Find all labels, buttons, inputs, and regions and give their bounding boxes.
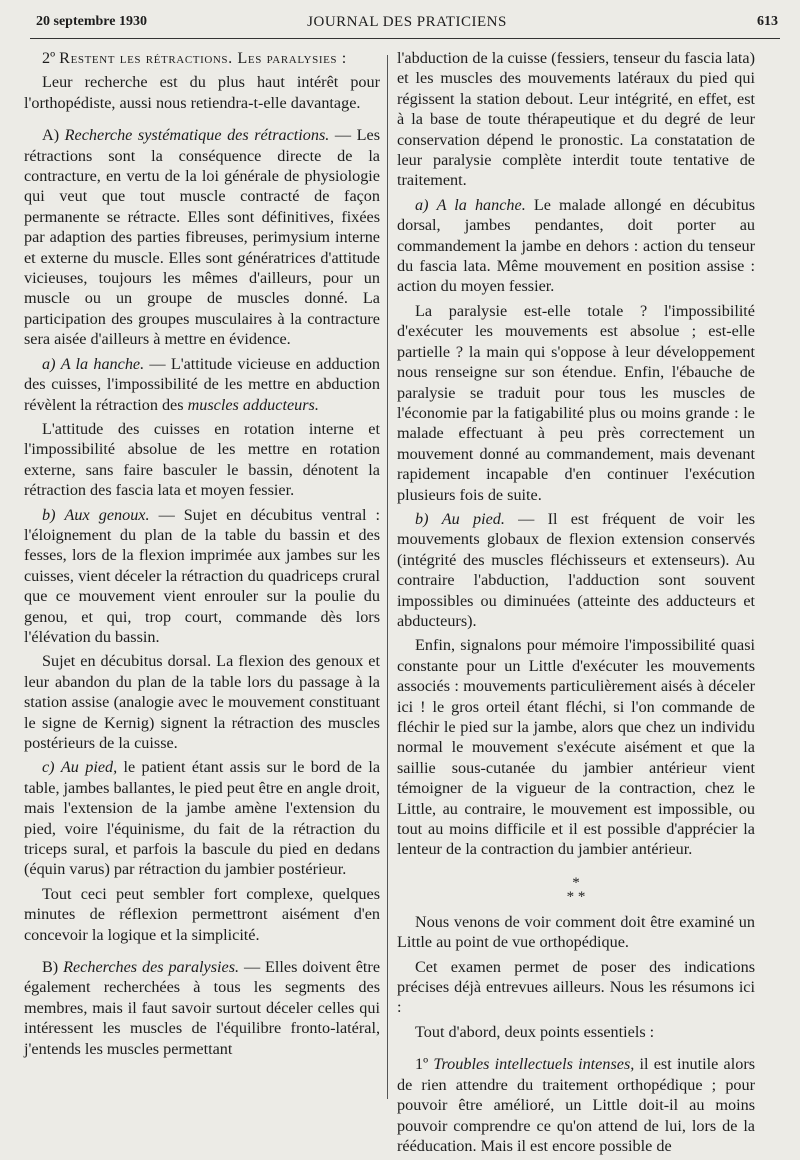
paragraph: Tout d'abord, deux points essentiels : — [415, 1022, 655, 1041]
header-page-number: 613 — [757, 14, 778, 29]
list-marker: c) — [42, 758, 55, 777]
paragraph-text: le patient étant assis sur le bord de la table, jambes ballantes, le pied peut être en angle droit, mais l'extension de la jambe amène l'extension du pied, voire l'équinisme, du fait de la rétraction du triceps sural, et parfois la bascule du pied en dedans (équin varus) par rétraction du jambier postérieur. — [24, 758, 381, 879]
paragraph-text: — Elles doivent être également recherchées à tous les segments des membres, mais il faut savoir surtout déceler celles qui intéressent les muscles de l'équilibre fronto-latéral, j'entends les muscles permettant — [24, 958, 381, 1058]
list-marker: b) — [415, 509, 429, 528]
paragraph-hanche — [397, 195, 755, 297]
asterism-bottom: * * — [566, 888, 586, 905]
paragraph-text: — Sujet en décubitus ventral : l'éloignement du plan de la table du bassin et des fesses, lors de la flexion imprimée aux jambes sur les cuisses, vient déceler la rétraction du quadriceps crural que ce mouvement vient enrouler sur la poulie du genou, et qui, trop court, commande dès lors l'élévation du bassin. — [24, 505, 380, 646]
subsection-title: Recherche systématique des rétractions. — [64, 126, 330, 145]
paragraph: l'abduction de la cuisse (fessiers, tenseur du fascia lata) et les muscles des mouvements latéraux du pied qui régissent la station debout. Leur intégrité, en effet, est à la base de toute thérapeutique et du degré de leur conservation dépend le pronostic. La constatation de leur paralysie complète interdit toute tentative de traitement. — [397, 49, 755, 190]
page-header — [36, 14, 778, 40]
list-marker: a) — [42, 354, 56, 373]
right-column — [397, 48, 755, 1160]
paragraph: La paralysie est-elle totale ? l'impossibilité d'exécuter les mouvements est absolue ; est-elle partielle ? la main qui s'oppose à leur développement nous renseigne sur son étendue. Enfin, l'ébauche de paralysie se traduit pour tous les muscles de l'économie par la fatigabilité plus ou moins grande : le malade effectuant à peu près correctement un mouvement donné au commandement, mais devenant rapidement incapable d'en continuer l'exécution plusieurs fois de suite. — [397, 301, 755, 504]
list-marker: B) — [42, 958, 59, 977]
paragraph-text: il est inutile alors de rien attendre du traitement orthopédique ; pour pouvoir être amélioré, un Little doit-il au moins pouvoir comprendre ce qu'on attend de lui, lors de la rééducation. Mais il est encore possible de — [397, 1055, 756, 1155]
paragraph-paralysies — [24, 957, 380, 1059]
section-number: 2º — [42, 49, 56, 67]
asterism-top: * — [572, 874, 580, 891]
header-rule — [30, 38, 780, 39]
paragraph-text: — Il est fréquent de voir les mouvements globaux de flexion extension conservés (intégrité des muscles fléchisseurs et extenseurs). Au contraire l'abduction, l'adduction sont souvent impossibles ou diminuées (atteinte des adducteurs et abducteurs). — [397, 509, 756, 630]
paragraph-text: Le malade allongé en décubitus dorsal, jambes pendantes, doit porter au commandement la jambe en dehors : action du tenseur du fascia lata. Même mouvement en position assise : action du moyen fessier. — [397, 195, 755, 296]
paragraph: Sujet en décubitus dorsal. La flexion des genoux et leur abandon du plan de la table lors du passage à la station assise (analogie avec le mouvement constituant le signe de Kernig) signent la rétraction des muscles postérieurs de la cuisse. — [24, 652, 380, 752]
paragraph-pied — [397, 509, 755, 631]
paragraph: Cet examen permet de poser des indications précises déjà entrevues ailleurs. Nous les résumons ici : — [397, 957, 755, 1017]
subsection-title: Recherches des paralysies. — [63, 958, 240, 977]
paragraph-retractions — [24, 125, 380, 349]
list-marker: b) — [42, 505, 56, 524]
section-heading — [24, 48, 380, 68]
paragraph-text: — L'attitude vicieuse en adduction des cuisses, l'impossibilité de les mettre en abduction révèlent la rétraction des — [24, 354, 381, 414]
list-marker: a) — [415, 195, 429, 214]
paragraph-hanche — [24, 354, 380, 415]
paragraph-genoux — [24, 505, 380, 648]
subsection-title: Au pied. — [441, 509, 505, 528]
paragraph: Enfin, signalons pour mémoire l'impossibilité quasi constante pour un Little d'exécuter les mouvements associés : mouvements particulièrement aisés à déceler ici ! le gros orteil étant fléchi, si l'on commande de fléchir le pied sur la jambe, alors que chez un individu normal le mouvement s'exécute aisément et que la saillie sous-cutanée du jambier antérieur vient témoigner de la vigueur de la contraction, chez le Little, au contraire, le mouvement est impossible, ou tout au moins difficile et il est possible d'apprécier la lenteur de la contraction du jambier antérieur. — [397, 636, 755, 859]
paragraph: Leur recherche est du plus haut intérêt pour l'orthopédiste, aussi nous retiendra-t-elle davantage. — [24, 73, 380, 112]
italic-term: muscles adducteurs. — [187, 395, 319, 414]
paragraph: Nous venons de voir comment doit être examiné un Little au point de vue orthopédique. — [397, 912, 755, 952]
paragraph-pied — [24, 757, 380, 879]
section-title: Restent les rétractions. Les paralysies : — [59, 49, 347, 67]
subsection-title: A la hanche. — [60, 354, 145, 373]
left-column — [24, 48, 380, 1063]
paragraph-troubles — [397, 1054, 755, 1156]
header-date: 20 septembre 1930 — [36, 14, 147, 29]
list-marker: 1º — [415, 1055, 429, 1074]
subsection-title: Troubles intellectuels intenses, — [433, 1055, 635, 1074]
column-divider — [387, 55, 388, 1099]
paragraph: L'attitude des cuisses en rotation interne et l'impossibilité absolue de les mettre en rotation externe, sans faire basculer le bassin, dénotent la rétraction des fascia lata et moyen fessier. — [24, 419, 380, 500]
subsection-title: A la hanche. — [436, 195, 526, 214]
header-journal-title: JOURNAL DES PRATICIENS — [307, 14, 507, 30]
subsection-title: Aux genoux. — [64, 505, 150, 524]
paragraph-text: — Les rétractions sont la conséquence directe de la contracture, en vertu de la loi générale de physiologie qui veut que tout muscle contracté de façon permanente se rétracte. Elles sont définitives, fixées par adaption des parties fibreuses, perimysium interne et externe du muscle. Elles sont génératrices d'attitude vicieuses, toujours les mêmes d'ailleurs, pour un muscle ou un groupe de muscles donné. La participation des groupes musculaires à la contracture sera aisée d'ailleurs à mettre en évidence. — [24, 126, 381, 349]
list-marker: A) — [42, 126, 60, 145]
subsection-title: Au pied, — [60, 758, 118, 777]
paragraph: Tout ceci peut sembler fort complexe, quelques minutes de réflexion permettront aisément d'en concevoir la logique et la simplicité. — [24, 884, 380, 944]
asterism-separator — [397, 876, 755, 904]
